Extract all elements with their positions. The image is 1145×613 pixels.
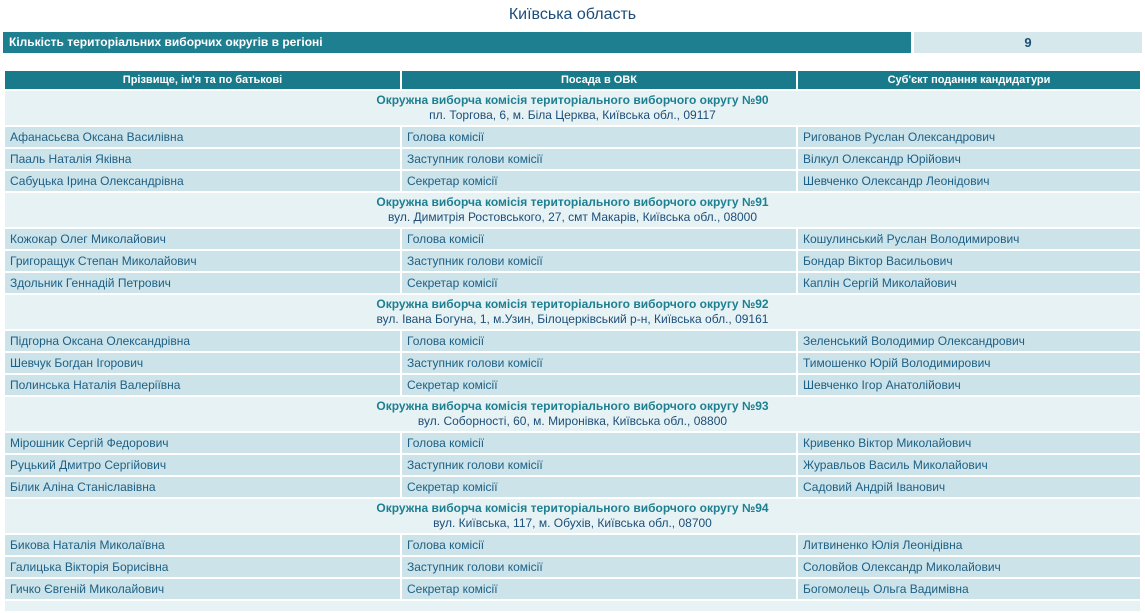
name-cell: Здольник Геннадій Петрович bbox=[5, 273, 400, 293]
partial-next-section-cell bbox=[5, 601, 1140, 611]
position-cell: Секретар комісії bbox=[402, 273, 796, 293]
subject-cell: Садовий Андрій Іванович bbox=[798, 477, 1140, 497]
subject-cell: Кривенко Віктор Миколайович bbox=[798, 433, 1140, 453]
position-cell: Заступник голови комісії bbox=[402, 557, 796, 577]
position-cell: Секретар комісії bbox=[402, 375, 796, 395]
position-cell: Секретар комісії bbox=[402, 579, 796, 599]
section-title: Окружна виборча комісія територіального виборчого округу №93 bbox=[376, 399, 769, 413]
position-cell: Голова комісії bbox=[402, 433, 796, 453]
table-header bbox=[5, 71, 1140, 89]
table-row bbox=[5, 149, 1140, 169]
subject-cell: Бондар Віктор Васильович bbox=[798, 251, 1140, 271]
position-cell: Голова комісії bbox=[402, 229, 796, 249]
table-row bbox=[5, 535, 1140, 555]
name-cell: Шевчук Богдан Ігорович bbox=[5, 353, 400, 373]
name-cell: Мірошник Сергій Федорович bbox=[5, 433, 400, 453]
section-header-row bbox=[5, 499, 1140, 533]
name-cell: Полинська Наталія Валеріївна bbox=[5, 375, 400, 395]
table-row bbox=[5, 273, 1140, 293]
section-header-cell bbox=[5, 193, 1140, 227]
section-address: пл. Торгова, 6, м. Біла Церква, Київська обл., 09117 bbox=[429, 108, 716, 122]
position-cell: Секретар комісії bbox=[402, 477, 796, 497]
name-cell: Галицька Вікторія Борисівна bbox=[5, 557, 400, 577]
section-address: вул. Івана Богуна, 1, м.Узин, Білоцерківський р-н, Київська обл., 09161 bbox=[376, 312, 769, 326]
table-body bbox=[5, 91, 1140, 611]
name-cell: Пааль Наталія Яківна bbox=[5, 149, 400, 169]
table-row bbox=[5, 477, 1140, 497]
name-cell: Білик Аліна Станіславівна bbox=[5, 477, 400, 497]
subject-cell: Журавльов Василь Миколайович bbox=[798, 455, 1140, 475]
table-row bbox=[5, 171, 1140, 191]
position-cell: Заступник голови комісії bbox=[402, 251, 796, 271]
subject-cell: Шевченко Олександр Леонідович bbox=[798, 171, 1140, 191]
section-header-row bbox=[5, 397, 1140, 431]
section-title: Окружна виборча комісія територіального виборчого округу №92 bbox=[376, 297, 769, 311]
page-title: Київська область bbox=[508, 6, 637, 23]
name-cell: Афанасьєва Оксана Василівна bbox=[5, 127, 400, 147]
section-header-cell bbox=[5, 499, 1140, 533]
subject-cell: Шевченко Ігор Анатолійович bbox=[798, 375, 1140, 395]
position-cell: Секретар комісії bbox=[402, 171, 796, 191]
section-address: вул. Київська, 117, м. Обухів, Київська обл., 08700 bbox=[433, 516, 712, 530]
region-summary-bar bbox=[3, 32, 1142, 53]
col-header-position: Посада в ОВК bbox=[402, 71, 796, 89]
position-cell: Голова комісії bbox=[402, 331, 796, 351]
section-header-cell bbox=[5, 295, 1140, 329]
section-address: вул. Соборності, 60, м. Миронівка, Київська обл., 08800 bbox=[417, 414, 728, 428]
partial-next-section-row bbox=[5, 601, 1140, 611]
subject-cell: Зеленський Володимир Олександрович bbox=[798, 331, 1140, 351]
subject-cell: Соловйов Олександр Миколайович bbox=[798, 557, 1140, 577]
table-row bbox=[5, 353, 1140, 373]
position-cell: Голова комісії bbox=[402, 535, 796, 555]
section-header-row bbox=[5, 193, 1140, 227]
subject-cell: Богомолець Ольга Вадимівна bbox=[798, 579, 1140, 599]
summary-value: 9 bbox=[914, 32, 1142, 53]
position-cell: Заступник голови комісії bbox=[402, 455, 796, 475]
subject-cell: Кошулинський Руслан Володимирович bbox=[798, 229, 1140, 249]
col-header-subject: Суб'єкт подання кандидатури bbox=[798, 71, 1140, 89]
table-header-row bbox=[5, 71, 1140, 89]
position-cell: Голова комісії bbox=[402, 127, 796, 147]
summary-label: Кількість територіальних виборчих округів в регіоні bbox=[3, 32, 911, 53]
name-cell: Руцький Дмитро Сергійович bbox=[5, 455, 400, 475]
table-row bbox=[5, 127, 1140, 147]
name-cell: Бикова Наталія Миколаївна bbox=[5, 535, 400, 555]
section-header-cell bbox=[5, 397, 1140, 431]
table-row bbox=[5, 557, 1140, 577]
subject-cell: Тимошенко Юрій Володимирович bbox=[798, 353, 1140, 373]
section-address: вул. Димитрія Ростовського, 27, смт Макарів, Київська обл., 08000 bbox=[387, 210, 758, 224]
subject-cell: Ригованов Руслан Олександрович bbox=[798, 127, 1140, 147]
section-title: Окружна виборча комісія територіального виборчого округу №91 bbox=[376, 195, 769, 209]
table-row bbox=[5, 455, 1140, 475]
subject-cell: Каплін Сергій Миколайович bbox=[798, 273, 1140, 293]
table-row bbox=[5, 579, 1140, 599]
position-cell: Заступник голови комісії bbox=[402, 353, 796, 373]
section-title: Окружна виборча комісія територіального виборчого округу №90 bbox=[376, 93, 769, 107]
table-row bbox=[5, 229, 1140, 249]
table-row bbox=[5, 433, 1140, 453]
table-row bbox=[5, 375, 1140, 395]
section-header-row bbox=[5, 295, 1140, 329]
section-header-cell bbox=[5, 91, 1140, 125]
position-cell: Заступник голови комісії bbox=[402, 149, 796, 169]
commissions-table bbox=[3, 69, 1142, 613]
section-header-row bbox=[5, 91, 1140, 125]
name-cell: Гичко Євгеній Миколайович bbox=[5, 579, 400, 599]
col-header-name: Прізвище, ім'я та по батькові bbox=[5, 71, 400, 89]
section-title: Окружна виборча комісія територіального виборчого округу №94 bbox=[376, 501, 769, 515]
table-row bbox=[5, 251, 1140, 271]
subject-cell: Литвиненко Юлія Леонідівна bbox=[798, 535, 1140, 555]
name-cell: Сабуцька Ірина Олександрівна bbox=[5, 171, 400, 191]
table-row bbox=[5, 331, 1140, 351]
name-cell: Кожокар Олег Миколайович bbox=[5, 229, 400, 249]
name-cell: Підгорна Оксана Олександрівна bbox=[5, 331, 400, 351]
subject-cell: Вілкул Олександр Юрійович bbox=[798, 149, 1140, 169]
name-cell: Григоращук Степан Миколайович bbox=[5, 251, 400, 271]
